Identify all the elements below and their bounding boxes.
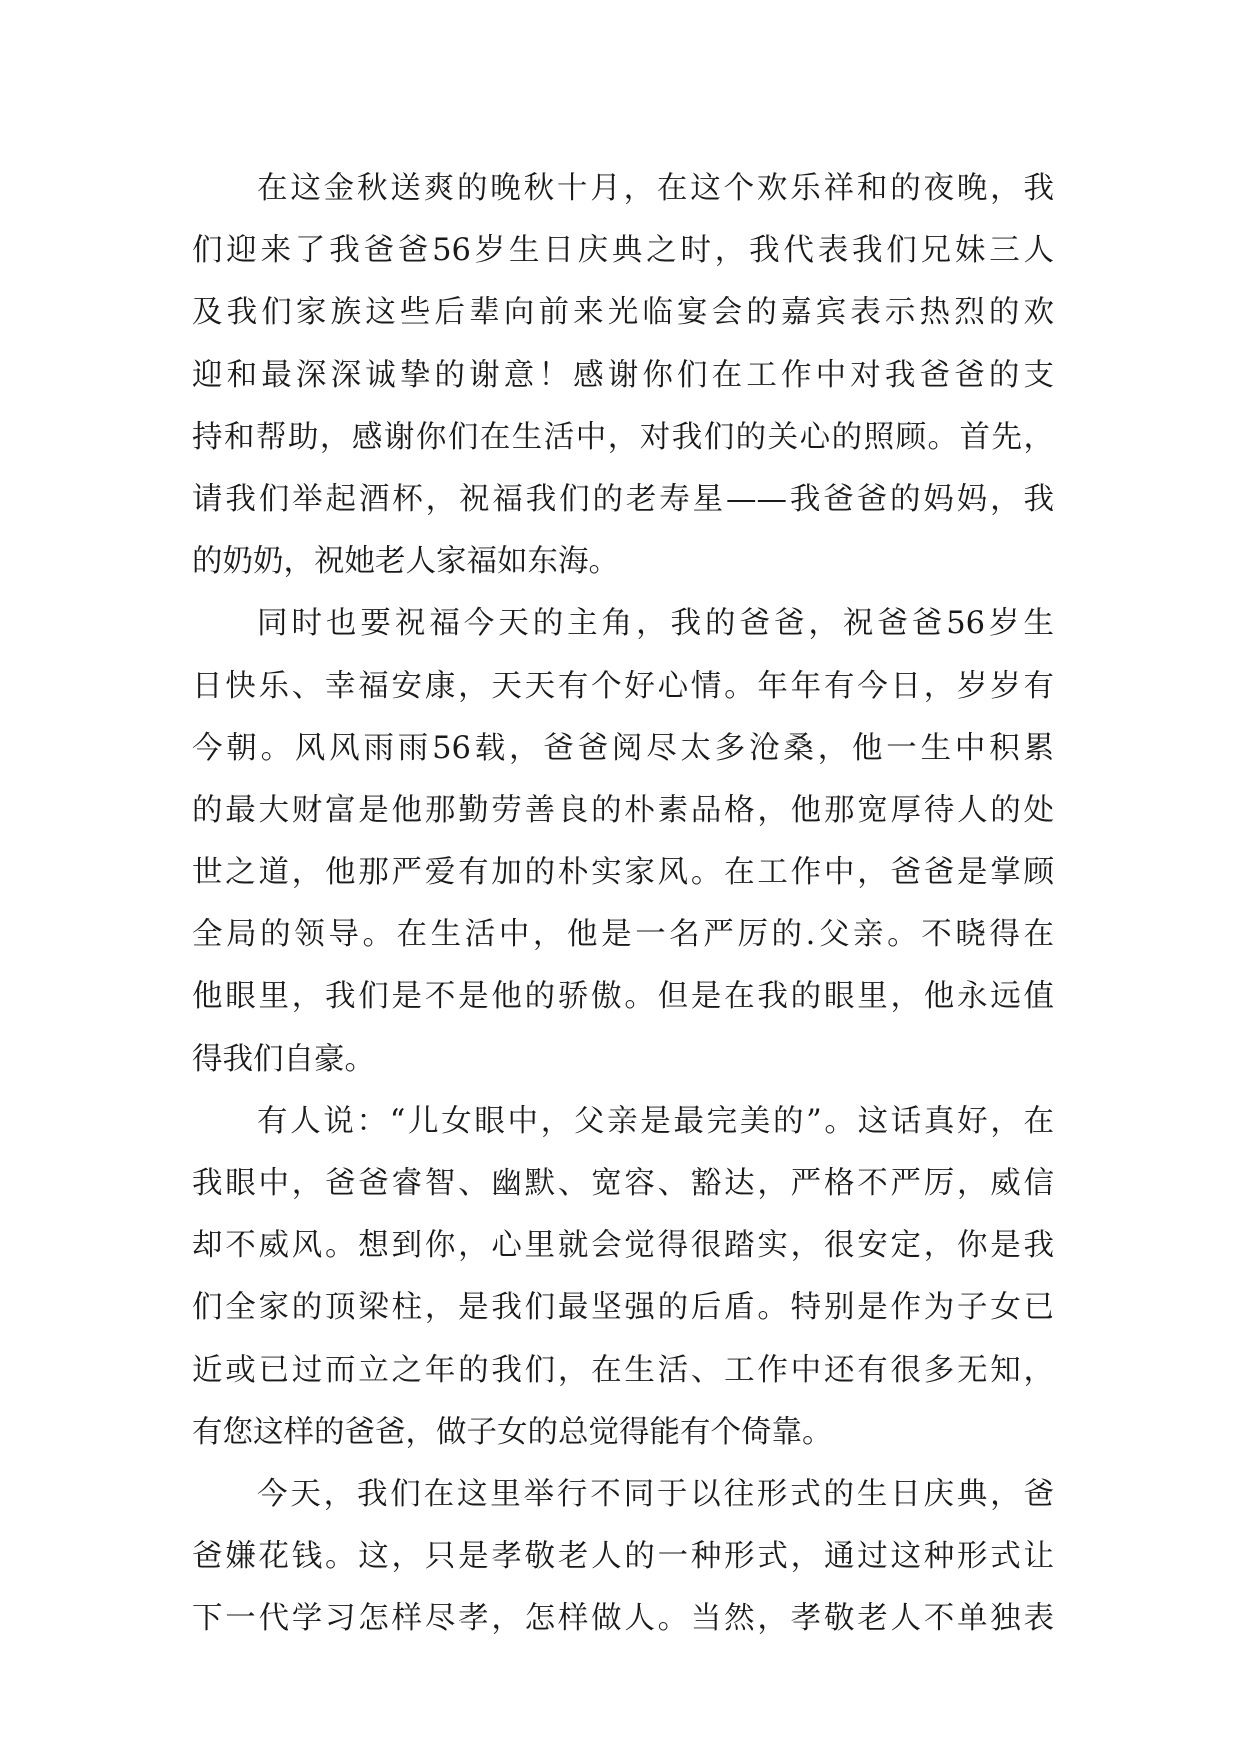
text-line: 今朝。风风雨雨56载，爸爸阅尽太多沧桑，他一生中积累 (192, 730, 1054, 766)
paragraph-3 (192, 1091, 1054, 1464)
text-line: 今天，我们在这里举行不同于以往形式的生日庆典，爸 (257, 1476, 1054, 1512)
text-line: 同时也要祝福今天的主角，我的爸爸，祝爸爸56岁生 (257, 606, 1054, 642)
text-line: 日快乐、幸福安康，天天有个好心情。年年有今日，岁岁有 (192, 668, 1054, 704)
text-line: 全局的领导。在生活中，他是一名严厉的.父亲。不晓得在 (192, 917, 1054, 953)
text-line: 持和帮助，感谢你们在生活中，对我们的关心的照顾。首先， (192, 419, 1054, 455)
text-line: 的奶奶，祝她老人家福如东海。 (192, 544, 619, 580)
text-line: 他眼里，我们是不是他的骄傲。但是在我的眼里，他永远值 (192, 979, 1054, 1015)
text-line: 在这金秋送爽的晚秋十月，在这个欢乐祥和的夜晚，我 (257, 171, 1054, 206)
text-line: 有人说：“儿女眼中，父亲是最完美的”。这话真好，在 (257, 1103, 1054, 1139)
document-body (192, 158, 1054, 1651)
text-line: 却不威风。想到你，心里就会觉得很踏实，很安定，你是我 (192, 1228, 1054, 1264)
text-line: 有您这样的爸爸，做子女的总觉得能有个倚靠。 (192, 1414, 833, 1450)
text-line: 我眼中，爸爸睿智、幽默、宽容、豁达，严格不严厉，威信 (192, 1166, 1054, 1201)
text-line: 的最大财富是他那勤劳善良的朴素品格，他那宽厚待人的处 (192, 792, 1054, 828)
text-line: 们迎来了我爸爸56岁生日庆典之时，我代表我们兄妹三人 (192, 233, 1054, 269)
text-line: 们全家的顶梁柱，是我们最坚强的后盾。特别是作为子女已 (192, 1290, 1054, 1326)
text-line: 近或已过而立之年的我们，在生活、工作中还有很多无知， (192, 1352, 1054, 1388)
paragraph-2 (192, 593, 1054, 1091)
text-line: 得我们自豪。 (192, 1041, 375, 1077)
paragraph-4 (192, 1464, 1054, 1651)
text-line: 迎和最深深诚挚的谢意！感谢你们在工作中对我爸爸的支 (192, 357, 1054, 393)
text-line: 世之道，他那严爱有加的朴实家风。在工作中，爸爸是掌顾 (192, 855, 1054, 891)
paragraph-1 (192, 158, 1054, 593)
text-line: 及我们家族这些后辈向前来光临宴会的嘉宾表示热烈的欢 (192, 295, 1054, 331)
text-line: 请我们举起酒杯，祝福我们的老寿星——我爸爸的妈妈，我 (192, 481, 1054, 517)
text-line: 爸嫌花钱。这，只是孝敬老人的一种形式，通过这种形式让 (192, 1539, 1054, 1575)
text-line: 下一代学习怎样尽孝，怎样做人。当然，孝敬老人不单独表 (192, 1601, 1054, 1637)
